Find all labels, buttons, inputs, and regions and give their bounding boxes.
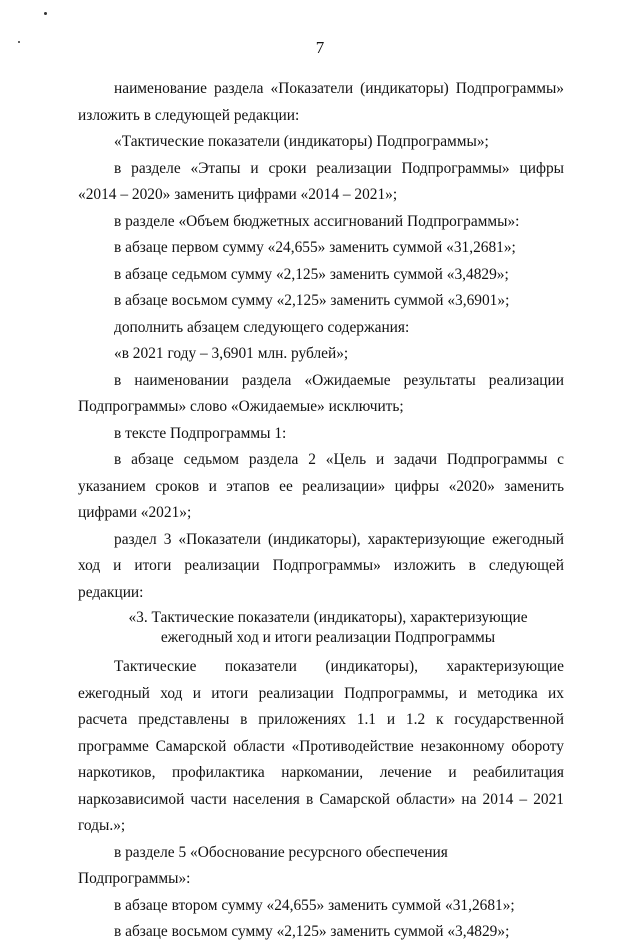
paragraph: раздел 3 «Показатели (индикаторы), характеризующие ежегодный ход и итоги реализации Подпрограммы» изложить в следующей редакции: bbox=[78, 530, 564, 601]
paragraph: в абзаце первом сумму «24,655» заменить суммой «31,2681»; bbox=[114, 239, 516, 256]
section-heading bbox=[78, 608, 564, 648]
paragraph: в абзаце втором сумму «24,655» заменить суммой «31,2681»; bbox=[114, 896, 515, 914]
paragraph: в тексте Подпрограммы 1: bbox=[114, 424, 287, 442]
scan-speck bbox=[44, 12, 47, 15]
paragraph: дополнить абзацем следующего содержания: bbox=[114, 318, 410, 336]
paragraph: в абзаце восьмом сумму «2,125» заменить суммой «3,6901»; bbox=[114, 292, 510, 309]
paragraph: «Тактические показатели (индикаторы) Подпрограммы»; bbox=[114, 133, 489, 150]
paragraph: в наименовании раздела «Ожидаемые результаты реализации Подпрограммы» слово «Ожидаемые» исключить; bbox=[78, 371, 564, 415]
paragraph: в разделе «Этапы и сроки реализации Подпрограммы» цифры «2014 – 2020» заменить цифрами «2014 – 2021»; bbox=[78, 159, 564, 203]
paragraph: в разделе 5 «Обоснование ресурсного обеспечения Подпрограммы»: bbox=[78, 843, 448, 887]
paragraph: в абзаце седьмом раздела 2 «Цель и задачи Подпрограммы с указанием сроков и этапов ее реализации» цифры «2020» заменить цифрами «2021»; bbox=[78, 451, 564, 521]
paragraph: в абзаце седьмом сумму «2,125» заменить суммой «3,4829»; bbox=[114, 265, 509, 283]
section-heading-line: «3. Тактические показатели (индикаторы), характеризующие bbox=[128, 609, 528, 626]
document-body bbox=[78, 76, 564, 946]
section-heading-line: ежегодный ход и итоги реализации Подпрограммы bbox=[160, 629, 496, 646]
paragraph: в абзаце восьмом сумму «2,125» заменить суммой «3,4829»; bbox=[114, 923, 510, 940]
paragraph: Тактические показатели (индикаторы), характеризующие ежегодный ход и итоги реализации Подпрограммы, и методика их расчета представлены в приложениях 1.1 и 1.2 к государственной программе Самарской области «Противодействие незаконному обороту наркотиков, профилактика наркомании, лечение и реабилитация наркозависимой части населения в Самарской области» на 2014 – 2021 годы.»; bbox=[78, 658, 564, 834]
paragraph: в разделе «Объем бюджетных ассигнований Подпрограммы»: bbox=[114, 212, 520, 230]
paragraph: наименование раздела «Показатели (индикаторы) Подпрограммы» изложить в следующей редакции: bbox=[78, 80, 564, 124]
paragraph: «в 2021 году – 3,6901 млн. рублей»; bbox=[114, 345, 349, 362]
page-number: 7 bbox=[315, 38, 325, 57]
